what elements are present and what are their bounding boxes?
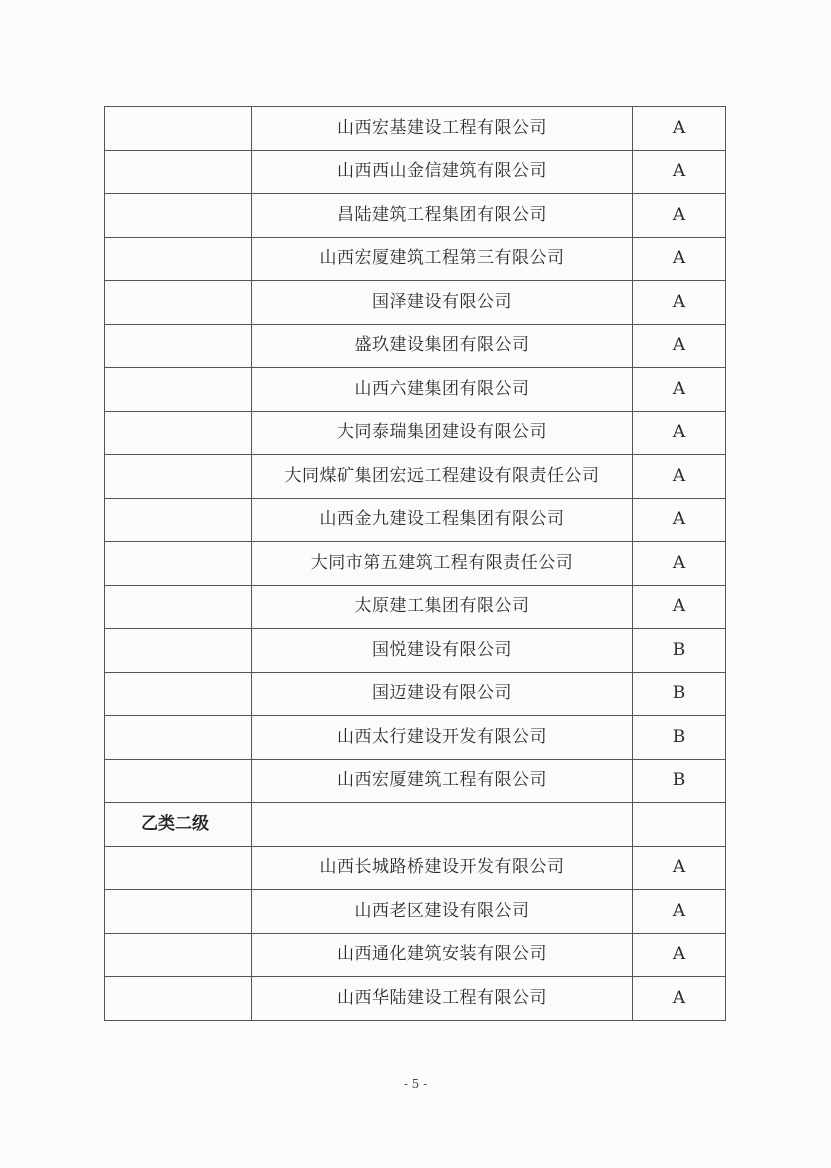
company-name-cell: 昌陆建筑工程集团有限公司 [252, 194, 633, 238]
company-name-cell: 盛玖建设集团有限公司 [252, 324, 633, 368]
company-name-cell: 山西宏基建设工程有限公司 [252, 107, 633, 151]
category-cell [105, 150, 252, 194]
grade-cell: A [633, 150, 726, 194]
company-name-cell: 山西通化建筑安装有限公司 [252, 933, 633, 977]
category-cell [105, 890, 252, 934]
table-row [105, 107, 726, 151]
page-number: - 5 - [403, 1077, 428, 1091]
grade-cell: B [633, 759, 726, 803]
company-name-cell: 山西长城路桥建设开发有限公司 [252, 846, 633, 890]
table-row [105, 411, 726, 455]
category-cell [105, 629, 252, 673]
company-name-cell: 大同煤矿集团宏远工程建设有限责任公司 [252, 455, 633, 499]
category-cell [105, 933, 252, 977]
company-name-cell: 山西宏厦建筑工程有限公司 [252, 759, 633, 803]
category-cell [105, 585, 252, 629]
table-row [105, 672, 726, 716]
grade-cell: A [633, 281, 726, 325]
company-name-cell: 国悦建设有限公司 [252, 629, 633, 673]
company-name-cell: 山西六建集团有限公司 [252, 368, 633, 412]
category-cell [105, 368, 252, 412]
company-name-cell: 山西太行建设开发有限公司 [252, 716, 633, 760]
company-name-cell: 山西宏厦建筑工程第三有限公司 [252, 237, 633, 281]
table-row [105, 150, 726, 194]
table-row [105, 455, 726, 499]
table-row [105, 759, 726, 803]
category-cell [105, 672, 252, 716]
company-name-cell: 山西华陆建设工程有限公司 [252, 977, 633, 1021]
table-row [105, 629, 726, 673]
grade-cell: B [633, 672, 726, 716]
table-row [105, 716, 726, 760]
grade-cell: A [633, 107, 726, 151]
grade-cell: A [633, 890, 726, 934]
category-cell [105, 324, 252, 368]
grade-cell: B [633, 716, 726, 760]
company-name-cell: 太原建工集团有限公司 [252, 585, 633, 629]
grade-cell: A [633, 542, 726, 586]
category-cell [105, 716, 252, 760]
table-row [105, 542, 726, 586]
category-cell [105, 498, 252, 542]
company-name-cell: 大同泰瑞集团建设有限公司 [252, 411, 633, 455]
grade-cell: A [633, 368, 726, 412]
table-row [105, 194, 726, 238]
category-cell: 乙类二级 [105, 803, 252, 847]
category-cell [105, 194, 252, 238]
grade-cell [633, 803, 726, 847]
grade-cell: A [633, 237, 726, 281]
grade-cell: A [633, 194, 726, 238]
category-cell [105, 455, 252, 499]
grade-cell: A [633, 977, 726, 1021]
grade-cell: A [633, 411, 726, 455]
grade-cell: A [633, 585, 726, 629]
table-row [105, 890, 726, 934]
table-row [105, 498, 726, 542]
grade-cell: A [633, 498, 726, 542]
category-cell [105, 846, 252, 890]
table-row [105, 324, 726, 368]
category-cell [105, 542, 252, 586]
category-header-row [105, 803, 726, 847]
category-cell [105, 107, 252, 151]
table-row [105, 281, 726, 325]
company-name-cell: 山西老区建设有限公司 [252, 890, 633, 934]
table-row [105, 933, 726, 977]
company-name-cell: 山西金九建设工程集团有限公司 [252, 498, 633, 542]
table-row [105, 585, 726, 629]
table-row [105, 977, 726, 1021]
category-cell [105, 411, 252, 455]
table-row [105, 846, 726, 890]
company-name-cell: 国泽建设有限公司 [252, 281, 633, 325]
grade-cell: B [633, 629, 726, 673]
table-row [105, 237, 726, 281]
table-body [105, 107, 726, 1021]
company-name-cell: 大同市第五建筑工程有限责任公司 [252, 542, 633, 586]
company-name-cell [252, 803, 633, 847]
grade-cell: A [633, 933, 726, 977]
grade-cell: A [633, 324, 726, 368]
category-cell [105, 977, 252, 1021]
grade-cell: A [633, 846, 726, 890]
category-cell [105, 237, 252, 281]
grade-cell: A [633, 455, 726, 499]
company-name-cell: 国迈建设有限公司 [252, 672, 633, 716]
category-cell [105, 281, 252, 325]
table-row [105, 368, 726, 412]
company-name-cell: 山西西山金信建筑有限公司 [252, 150, 633, 194]
company-grade-table [104, 106, 726, 1021]
category-cell [105, 759, 252, 803]
